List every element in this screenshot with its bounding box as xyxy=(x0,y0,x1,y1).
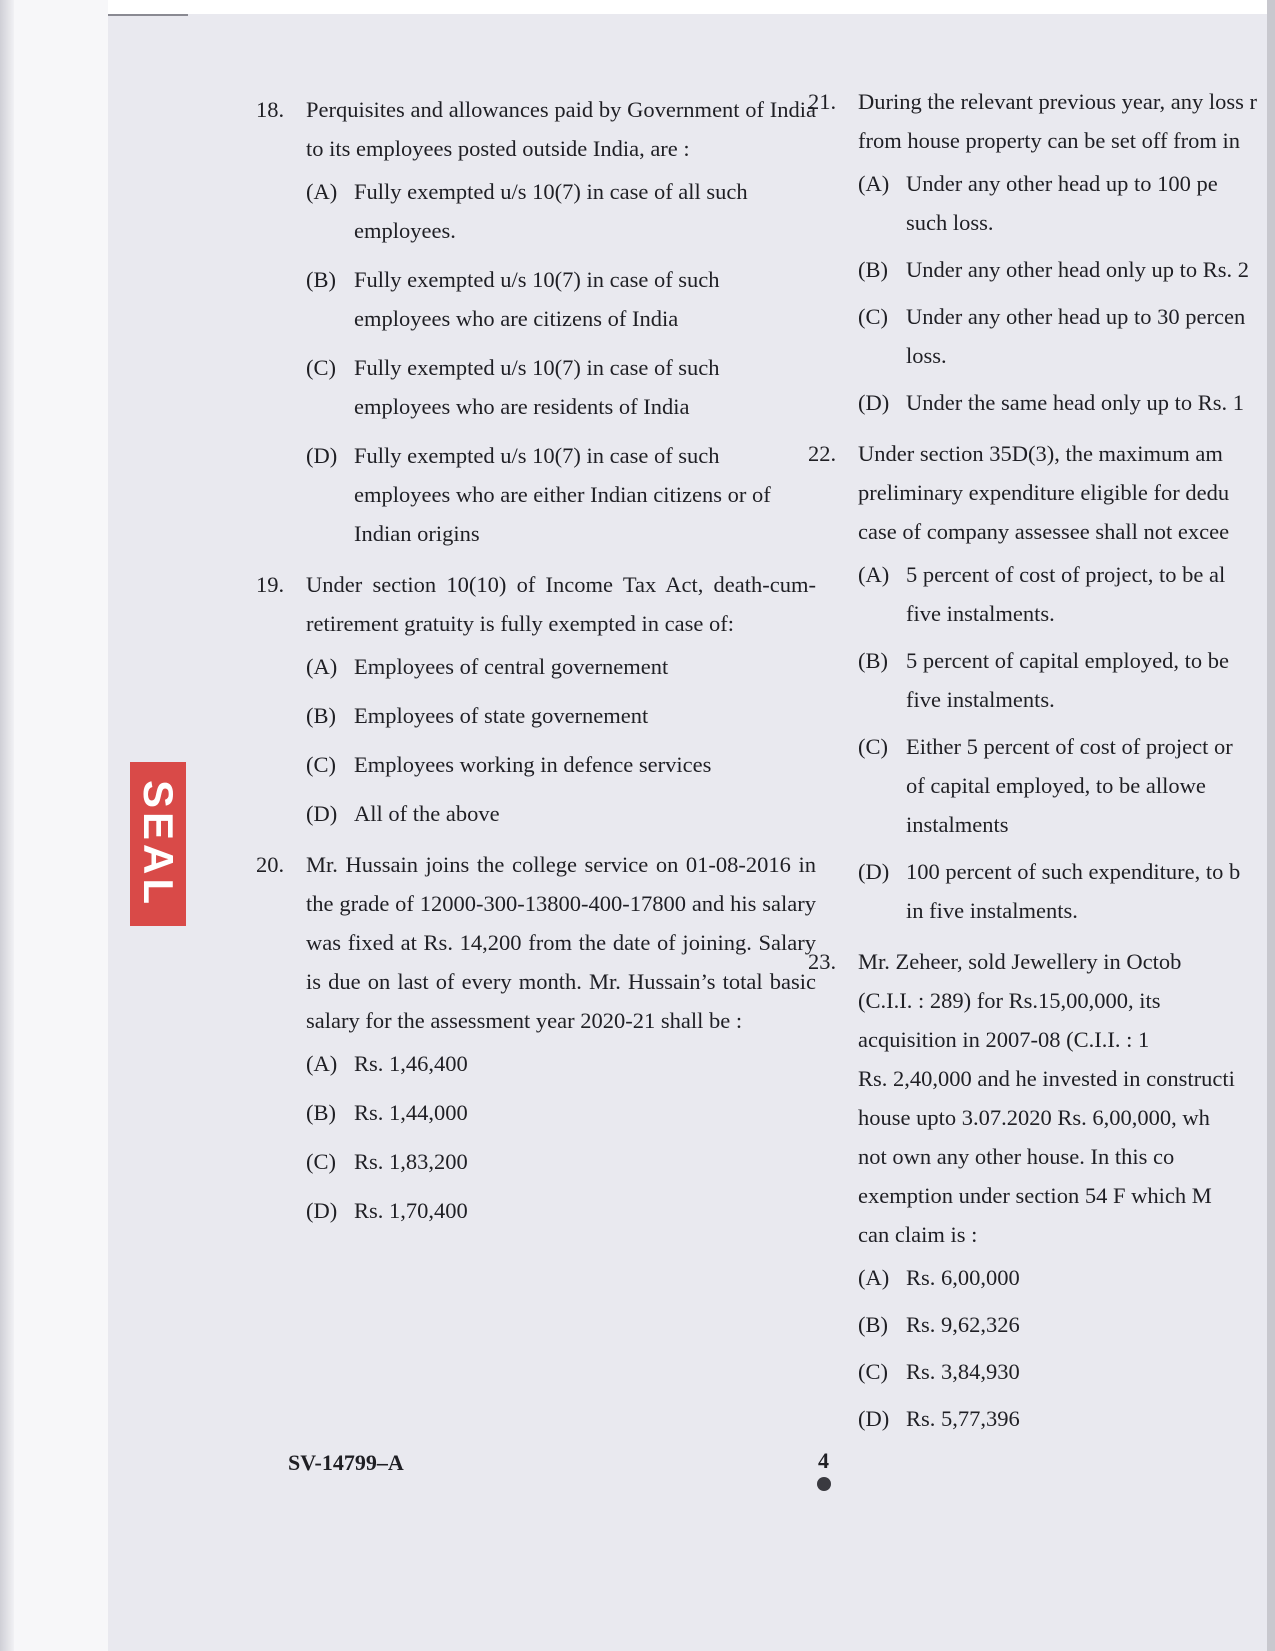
option-c xyxy=(306,348,816,426)
question-text: Mr. Hussain joins the college service on 01-08-2016 in the grade of 12000-300-13800-400-17800 and his salary was fixed at Rs. 14,200 from the date of joining. Salary is due on last of every month. Mr. Hussain’s total basic salary for the assessment year 2020-21 shall be : xyxy=(306,852,816,1033)
question-23 xyxy=(808,942,1275,1438)
option-text: Rs. 1,70,400 xyxy=(354,1198,468,1223)
question-line: from house property can be set off from in xyxy=(858,128,1240,153)
option-line: loss. xyxy=(906,343,947,368)
option-line: 100 percent of such expenditure, to b xyxy=(906,859,1241,884)
option-label: (A) xyxy=(306,179,338,204)
question-number: 22. xyxy=(808,441,837,466)
option-b xyxy=(858,641,1275,719)
left-column xyxy=(256,90,816,1242)
option-label: (C) xyxy=(858,304,888,329)
option-d xyxy=(858,852,1275,930)
option-label: (D) xyxy=(858,390,890,415)
option-label: (D) xyxy=(306,801,338,826)
option-label: (C) xyxy=(858,1359,888,1384)
option-label: (B) xyxy=(858,257,888,282)
question-22 xyxy=(808,434,1275,930)
page-number: 4 xyxy=(818,1448,829,1473)
option-label: (D) xyxy=(858,859,890,884)
option-line: Rs. 9,62,326 xyxy=(906,1312,1020,1337)
question-text: Perquisites and allowances paid by Government of India to its employees posted outside India, are : xyxy=(306,97,816,161)
option-label: (C) xyxy=(306,1149,336,1174)
option-label: (B) xyxy=(306,1100,336,1125)
option-b xyxy=(306,696,816,735)
top-edge-line xyxy=(108,14,188,16)
option-a xyxy=(306,172,816,250)
option-text: Rs. 1,46,400 xyxy=(354,1051,468,1076)
option-d xyxy=(858,383,1275,422)
option-a xyxy=(858,555,1275,633)
option-d xyxy=(306,436,816,553)
option-line: Rs. 5,77,396 xyxy=(906,1406,1020,1431)
option-label: (A) xyxy=(858,562,890,587)
option-b xyxy=(858,1305,1275,1344)
question-line: During the relevant previous year, any loss r xyxy=(858,89,1257,114)
question-line: exemption under section 54 F which M xyxy=(858,1183,1212,1208)
question-19 xyxy=(256,565,816,833)
option-label: (A) xyxy=(306,654,338,679)
question-line: Rs. 2,40,000 and he invested in constructi xyxy=(858,1066,1235,1091)
options xyxy=(306,172,816,553)
option-c xyxy=(306,1142,816,1181)
seal-label: SEAL xyxy=(135,779,183,909)
option-label: (C) xyxy=(858,734,888,759)
option-label: (D) xyxy=(306,443,338,468)
question-line: not own any other house. In this co xyxy=(858,1144,1175,1169)
question-line: can claim is : xyxy=(858,1222,978,1247)
option-a xyxy=(858,164,1275,242)
option-line: in five instalments. xyxy=(906,898,1078,923)
options xyxy=(306,647,816,833)
option-line: five instalments. xyxy=(906,601,1055,626)
option-b xyxy=(858,250,1275,289)
booklet-code: SV-14799–A xyxy=(288,1450,404,1475)
option-label: (B) xyxy=(306,267,336,292)
page-dot-mark xyxy=(817,1477,831,1491)
question-20 xyxy=(256,845,816,1230)
question-text: Under section 10(10) of Income Tax Act, death-cum- retirement gratuity is fully exempted in case of: xyxy=(306,572,816,636)
option-d xyxy=(858,1399,1275,1438)
option-line: Under any other head up to 30 percen xyxy=(906,304,1246,329)
question-21 xyxy=(808,82,1275,422)
question-number: 18. xyxy=(256,97,285,122)
option-line: 5 percent of capital employed, to be xyxy=(906,648,1229,673)
option-line: Rs. 6,00,000 xyxy=(906,1265,1020,1290)
option-label: (D) xyxy=(306,1198,338,1223)
option-a xyxy=(306,1044,816,1083)
question-number: 19. xyxy=(256,572,285,597)
option-line: 5 percent of cost of project, to be al xyxy=(906,562,1226,587)
option-c xyxy=(858,1352,1275,1391)
right-column xyxy=(808,82,1275,1450)
option-line: such loss. xyxy=(906,210,994,235)
option-line: Either 5 percent of cost of project or xyxy=(906,734,1233,759)
option-d xyxy=(306,1191,816,1230)
option-label: (B) xyxy=(858,648,888,673)
question-line: Under section 35D(3), the maximum am xyxy=(858,441,1223,466)
option-line: instalments xyxy=(906,812,1009,837)
option-text: Fully exempted u/s 10(7) in case of all such employees. xyxy=(354,179,748,243)
option-text: Employees working in defence services xyxy=(354,752,712,777)
scan-edge xyxy=(0,0,14,1651)
question-number: 23. xyxy=(808,949,837,974)
question-line: acquisition in 2007-08 (C.I.I. : 1 xyxy=(858,1027,1150,1052)
option-b xyxy=(306,260,816,338)
option-d xyxy=(306,794,816,833)
option-text: Fully exempted u/s 10(7) in case of such employees who are either Indian citizens or of Indian origins xyxy=(354,443,771,546)
options xyxy=(858,164,1275,422)
question-number: 21. xyxy=(808,89,837,114)
options xyxy=(858,1258,1275,1438)
question-line: Mr. Zeheer, sold Jewellery in Octob xyxy=(858,949,1182,974)
question-18 xyxy=(256,90,816,553)
option-label: (C) xyxy=(306,355,336,380)
question-line: preliminary expenditure eligible for dedu xyxy=(858,480,1230,505)
question-line: case of company assessee shall not excee xyxy=(858,519,1230,544)
option-a xyxy=(306,647,816,686)
seal-sticker xyxy=(130,762,186,926)
question-number: 20. xyxy=(256,852,285,877)
option-c xyxy=(858,297,1275,375)
option-c xyxy=(858,727,1275,844)
option-label: (D) xyxy=(858,1406,890,1431)
options xyxy=(858,555,1275,930)
option-label: (A) xyxy=(858,171,890,196)
scan-margin xyxy=(0,0,108,1651)
option-text: Rs. 1,83,200 xyxy=(354,1149,468,1174)
option-text: Fully exempted u/s 10(7) in case of such employees who are residents of India xyxy=(354,355,720,419)
option-text: Employees of state governement xyxy=(354,703,649,728)
option-text: Fully exempted u/s 10(7) in case of such employees who are citizens of India xyxy=(354,267,720,331)
option-line: Rs. 3,84,930 xyxy=(906,1359,1020,1384)
option-line: Under the same head only up to Rs. 1 xyxy=(906,390,1245,415)
question-line: house upto 3.07.2020 Rs. 6,00,000, wh xyxy=(858,1105,1210,1130)
option-line: Under any other head up to 100 pe xyxy=(906,171,1218,196)
option-label: (A) xyxy=(858,1265,890,1290)
option-text: Employees of central governement xyxy=(354,654,669,679)
option-label: (B) xyxy=(858,1312,888,1337)
option-line: five instalments. xyxy=(906,687,1055,712)
option-line: of capital employed, to be allowe xyxy=(906,773,1206,798)
option-label: (A) xyxy=(306,1051,338,1076)
options xyxy=(306,1044,816,1230)
option-label: (B) xyxy=(306,703,336,728)
option-c xyxy=(306,745,816,784)
option-text: Rs. 1,44,000 xyxy=(354,1100,468,1125)
option-b xyxy=(306,1093,816,1132)
option-text: All of the above xyxy=(354,801,500,826)
option-line: Under any other head only up to Rs. 2 xyxy=(906,257,1250,282)
option-a xyxy=(858,1258,1275,1297)
option-label: (C) xyxy=(306,752,336,777)
question-line: (C.I.I. : 289) for Rs.15,00,000, its xyxy=(858,988,1161,1013)
